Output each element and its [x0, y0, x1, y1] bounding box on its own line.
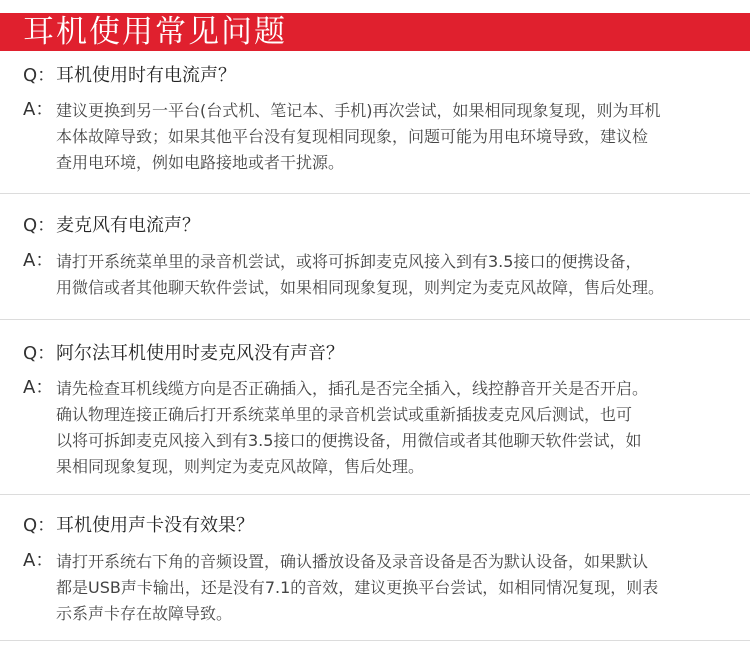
divider	[0, 319, 750, 320]
answer-prefix: A：	[23, 99, 54, 120]
answer-prefix: A：	[23, 550, 54, 571]
answer-line: 建议更换到另一平台(台式机、笔记本、手机)再次尝试，如果相同现象复现，则为耳机	[56, 101, 661, 120]
divider	[0, 193, 750, 194]
answer-line: 请打开系统菜单里的录音机尝试，或将可拆卸麦克风接入到有3.5接口的便携设备，	[56, 252, 642, 271]
answer-line: 以将可拆卸麦克风接入到有3.5接口的便携设备，用微信或者其他聊天软件尝试，如	[56, 431, 642, 450]
answer-line: 果相同现象复现，则判定为麦克风故障，售后处理。	[56, 457, 425, 476]
divider	[0, 640, 750, 641]
question-prefix: Q：	[23, 515, 56, 536]
answer-line: 请打开系统右下角的音频设置，确认播放设备及录音设备是否为默认设备，如果默认	[56, 552, 649, 571]
faq-question: 阿尔法耳机使用时麦克风没有声音？	[56, 343, 344, 364]
question-prefix: Q：	[23, 343, 56, 364]
question-prefix: Q：	[23, 215, 56, 236]
answer-line: 请先检查耳机线缆方向是否正确插入，插孔是否完全插入，线控静音开关是否开启。	[56, 379, 649, 398]
answer-line: 本体故障导致；如果其他平台没有复现相同现象，问题可能为用电环境导致，建议检	[56, 127, 649, 146]
answer-line: 确认物理连接正确后打开系统菜单里的录音机尝试或重新插拔麦克风后测试，也可	[56, 405, 633, 424]
faq-question: 麦克风有电流声？	[56, 215, 200, 236]
answer-line: 都是USB声卡输出，还是没有7.1的音效，建议更换平台尝试，如相同情况复现，则表	[56, 578, 659, 597]
page-title: 耳机使用常见问题	[23, 14, 287, 50]
question-prefix: Q：	[23, 65, 56, 86]
answer-prefix: A：	[23, 377, 54, 398]
divider	[0, 494, 750, 495]
faq-question: 耳机使用声卡没有效果？	[56, 515, 254, 536]
faq-question: 耳机使用时有电流声？	[56, 65, 236, 86]
answer-line: 示系声卡存在故障导致。	[56, 604, 233, 623]
answer-line: 查用电环境，例如电路接地或者干扰源。	[56, 153, 345, 172]
header-banner	[0, 13, 750, 51]
answer-line: 用微信或者其他聊天软件尝试，如果相同现象复现，则判定为麦克风故障，售后处理。	[56, 278, 665, 297]
answer-prefix: A：	[23, 250, 54, 271]
